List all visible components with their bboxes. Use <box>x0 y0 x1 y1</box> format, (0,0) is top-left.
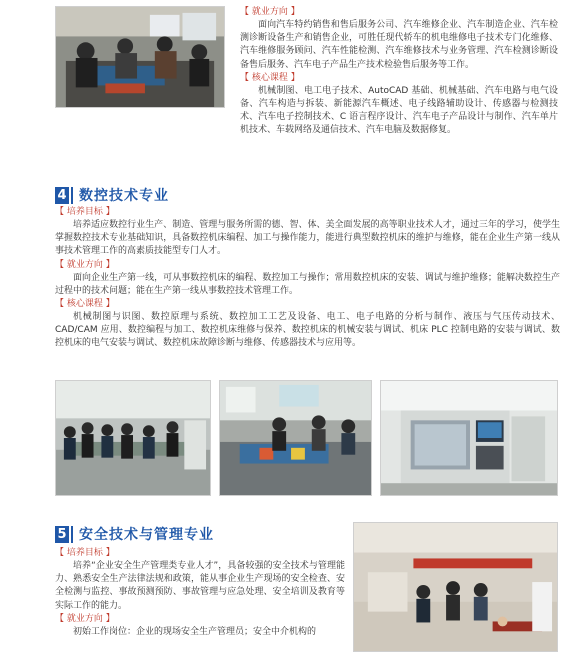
section-4-header <box>55 185 169 205</box>
courses-text: 机械制图与识图、数控原理与系统、数控加工工艺及设备、电工、电子电路的分析与制作、液压与气压传动技术、CAD/CAM 应用、数控编程与加工、数控机床维修与保养、数控机床的机械安装与调试、机床 PLC 控制电路的安装与调试、数控机床的电气安装与调试、数控机床故障诊断与维修、传感器技术与应用等。 <box>55 312 560 349</box>
goal-text: 培养“企业安全生产管理类专业人才”，具备较强的安全技术与管理能力、熟悉安全生产法律法规和政策，能从事企业生产现场的安全检查、安全检测与监控、事故预测预防、事故管理与应急处理、安全培训及教育等实际工作的能力。 <box>55 561 345 611</box>
employment-text: 初始工作岗位：企业的现场安全生产管理员；安全中介机构的 <box>73 626 317 637</box>
employment-tag: 【 就业方向 】 <box>55 259 115 270</box>
cnc-students-photo <box>55 380 211 496</box>
courses-tag: 【 核心课程 】 <box>240 72 300 83</box>
employment-tag: 【 就业方向 】 <box>240 7 300 17</box>
section-number: 5 <box>55 526 69 543</box>
section-5-header <box>55 524 214 544</box>
goal-tag: 【 培养目标 】 <box>55 207 115 217</box>
auto-workshop-photo <box>55 6 225 108</box>
goal-tag: 【 培养目标 】 <box>55 548 115 558</box>
courses-text: 机械制图、电工电子技术、AutoCAD 基础、机械基础、汽车电路与电气设备、汽车构造与拆装、新能源汽车概述、电子线路辅助设计、传感器与检测技术、汽车电子控制技术、C 语言程序设计、汽车电子产品设计与制作、汽车单片机技术、车载网络及通信技术、汽车电脑及数据修复。 <box>240 85 558 136</box>
automation-lab-photo <box>219 380 372 496</box>
employment-text: 面向汽车特约销售和售后服务公司、汽车维修企业、汽车制造企业、汽车检测诊断设备生产和销售企业，可胜任现代轿车的机电维修电子技术专门化维修、汽车维修服务顾问、汽车性能检测、汽车维修技术与业务管理、汽车检测诊断设备售后服务、汽车电子产品生产技术检验售后服务等工作。 <box>240 20 558 70</box>
employment-tag: 【 就业方向 】 <box>55 613 115 624</box>
cnc-machine-photo <box>380 380 558 496</box>
employment-text: 面向企业生产第一线，可从事数控机床的编程、数控加工与操作；常用数控机床的安装、调试与维护维修；能解决数控生产过程中的技术问题；能在生产第一线从事数控技术管理工作。 <box>55 272 560 296</box>
goal-text: 培养适应数控行业生产、制造、管理与服务所需的德、智、体、美全面发展的高等职业技术人才，通过三年的学习，使学生掌握数控技术专业基础知识，具备数控机床编程、加工与操作能力，能进行典型数控机床的维护与维修，能在企业生产第一线从事技术管理工作的高素质技能型专门人才。 <box>55 220 560 257</box>
section-title: 数控技术专业 <box>79 188 169 204</box>
courses-tag: 【 核心课程 】 <box>55 299 115 310</box>
section-number: 4 <box>55 187 69 204</box>
safety-training-photo <box>353 522 558 652</box>
section-title: 安全技术与管理专业 <box>79 527 214 543</box>
